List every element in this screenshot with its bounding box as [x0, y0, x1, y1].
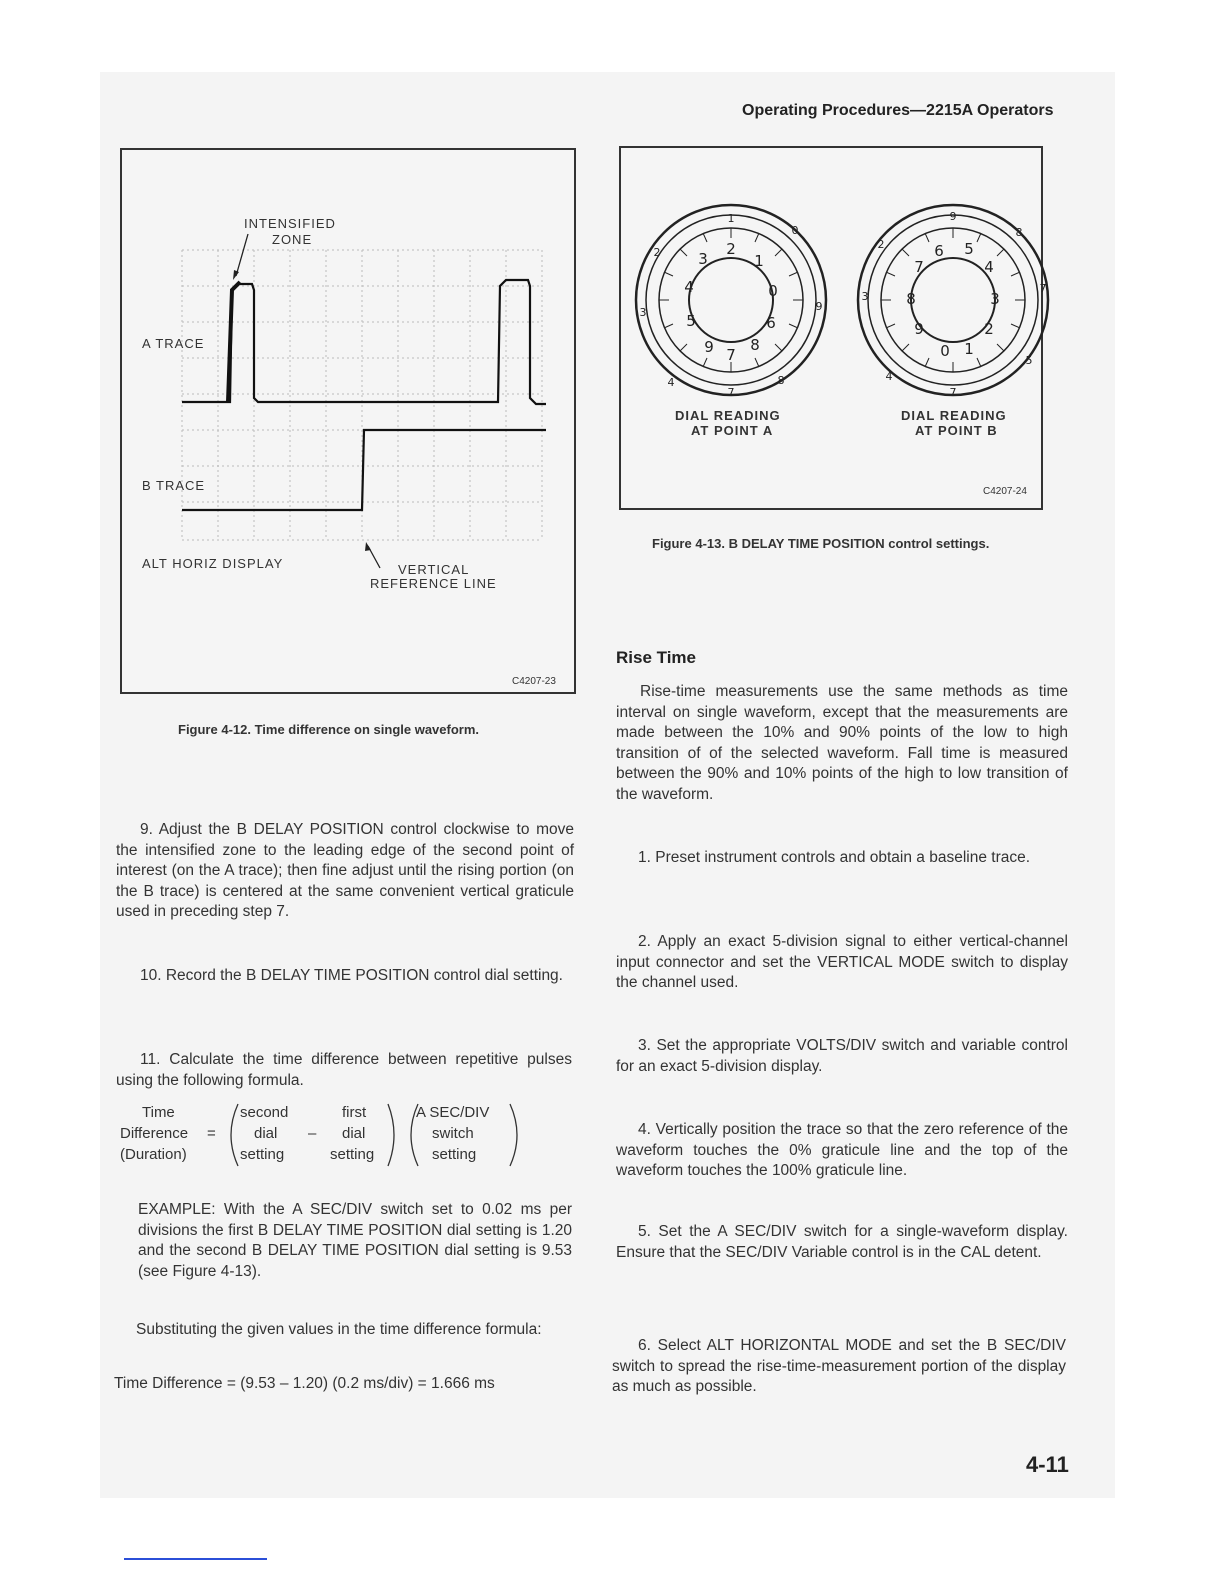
- svg-text:0: 0: [940, 342, 950, 360]
- example: EXAMPLE: With the A SEC/DIV switch set to 0.02 ms per divisions the first B DELAY TIME POSITION dial setting is 1.20 and the second B DELAY TIME POSITION dial setting is 9.53 (see Figure 4-13).: [138, 1201, 572, 1280]
- svg-text:8: 8: [1015, 226, 1023, 239]
- substituting: Substituting the given values in the time difference formula:: [136, 1321, 542, 1338]
- svg-text:9: 9: [949, 210, 957, 223]
- b-trace-label: B TRACE: [142, 478, 206, 493]
- svg-text:8: 8: [906, 290, 916, 308]
- step-10: 10. Record the B DELAY TIME POSITION control dial setting.: [140, 967, 563, 984]
- step-11: 11. Calculate the time difference between repetitive pulses using the following formula.: [116, 1051, 572, 1089]
- zone-label: ZONE: [272, 232, 313, 247]
- svg-text:1: 1: [727, 212, 735, 225]
- svg-text:2: 2: [653, 246, 661, 259]
- svg-text:8: 8: [750, 336, 760, 354]
- figure-4-12-box: [120, 148, 576, 694]
- svg-text:4: 4: [885, 370, 893, 383]
- svg-text:5: 5: [686, 312, 696, 330]
- svg-text:7: 7: [727, 386, 735, 399]
- rise-step-2: 2. Apply an exact 5-division signal to either vertical-channel input connector and set the VERTICAL MODE switch to display the channel used.: [616, 933, 1068, 991]
- alt-horiz-display-label: ALT HORIZ DISPLAY: [142, 556, 284, 571]
- dial-a: [631, 200, 831, 400]
- svg-text:9: 9: [704, 338, 714, 356]
- rise-step-5: 5. Set the A SEC/DIV switch for a single-waveform display. Ensure that the SEC/DIV Variable control is in the CAL detent.: [616, 1223, 1068, 1261]
- figure-code: C4207-24: [983, 486, 1027, 497]
- svg-text:1: 1: [754, 252, 764, 270]
- svg-text:0: 0: [768, 282, 778, 300]
- svg-text:5: 5: [964, 240, 974, 258]
- svg-text:7: 7: [914, 258, 924, 276]
- figure-4-12-caption: Figure 4-12. Time difference on single waveform.: [178, 722, 480, 737]
- svg-text:7: 7: [726, 346, 736, 364]
- a-trace-label: A TRACE: [142, 336, 205, 351]
- figure-4-13-caption: Figure 4-13. B DELAY TIME POSITION control settings.: [652, 536, 990, 551]
- rise-step-1: 1. Preset instrument controls and obtain a baseline trace.: [638, 849, 1031, 866]
- reference-line-label: REFERENCE LINE: [370, 576, 497, 591]
- result-equation: Time Difference = (9.53 – 1.20) (0.2 ms/div) = 1.666 ms: [114, 1375, 495, 1392]
- rise-step-6: 6. Select ALT HORIZONTAL MODE and set the B SEC/DIV switch to spread the rise-time-measurement portion of the display as much as possible.: [612, 1337, 1066, 1395]
- svg-text:9: 9: [815, 300, 823, 313]
- svg-text:2: 2: [984, 320, 994, 338]
- svg-text:3: 3: [639, 306, 647, 319]
- rise-time-intro: Rise-time measurements use the same methods as time interval on single waveform, except that the measurements are made between the 10% and 90% points of the low to high transition of of the selected waveform. Fall time is measured between the 90% and 10% points of the high to low transition of the waveform.: [616, 683, 1068, 803]
- dial-a-label-line2: AT POINT A: [691, 423, 774, 438]
- svg-text:7: 7: [1039, 282, 1047, 295]
- rise-time-heading: Rise Time: [616, 648, 697, 667]
- b-trace-waveform: [182, 430, 546, 510]
- svg-text:8: 8: [777, 374, 785, 387]
- svg-text:0: 0: [791, 224, 799, 237]
- svg-text:2: 2: [877, 238, 885, 251]
- svg-text:6: 6: [934, 242, 944, 260]
- page-number: 4-11: [1026, 1452, 1069, 1477]
- dial-b: [853, 200, 1053, 400]
- intensified-label: INTENSIFIED: [244, 216, 336, 231]
- svg-text:7: 7: [949, 386, 957, 399]
- svg-text:9: 9: [914, 320, 924, 338]
- dial-b-label-line2: AT POINT B: [915, 423, 998, 438]
- rise-step-3: 3. Set the appropriate VOLTS/DIV switch and variable control for an exact 5-division display.: [616, 1037, 1068, 1075]
- dial-b-label-line1: DIAL READING: [901, 408, 1007, 423]
- svg-text:2: 2: [726, 240, 736, 258]
- a-trace-waveform: [182, 280, 546, 404]
- vertical-label: VERTICAL: [398, 562, 470, 577]
- svg-text:1: 1: [964, 340, 974, 358]
- svg-text:3: 3: [990, 290, 1000, 308]
- svg-text:5: 5: [1025, 354, 1033, 367]
- svg-text:3: 3: [698, 250, 708, 268]
- running-header: Operating Procedures—2215A Operators: [742, 102, 1054, 119]
- figure-4-13-box: [619, 146, 1047, 510]
- svg-text:3: 3: [861, 290, 869, 303]
- oscilloscope-display: [122, 150, 574, 692]
- svg-text:4: 4: [984, 258, 994, 276]
- svg-text:4: 4: [684, 278, 694, 296]
- figure-code: C4207-23: [512, 676, 556, 687]
- step-9: 9. Adjust the B DELAY POSITION control clockwise to move the intensified zone to the leading edge of the second point of interest (on the A trace); then fine adjust until the rising portion (on the B trace) is centered at the same convenient vertical graticule used in preceding step 7.: [116, 821, 574, 920]
- dial-a-label-line1: DIAL READING: [675, 408, 781, 423]
- svg-text:4: 4: [667, 376, 675, 389]
- footer-rule: [124, 1558, 267, 1560]
- rise-step-4: 4. Vertically position the trace so that the zero reference of the waveform touches the 0% graticule line and the top of the waveform touches the 100% graticule line.: [616, 1121, 1068, 1179]
- svg-text:6: 6: [766, 314, 776, 332]
